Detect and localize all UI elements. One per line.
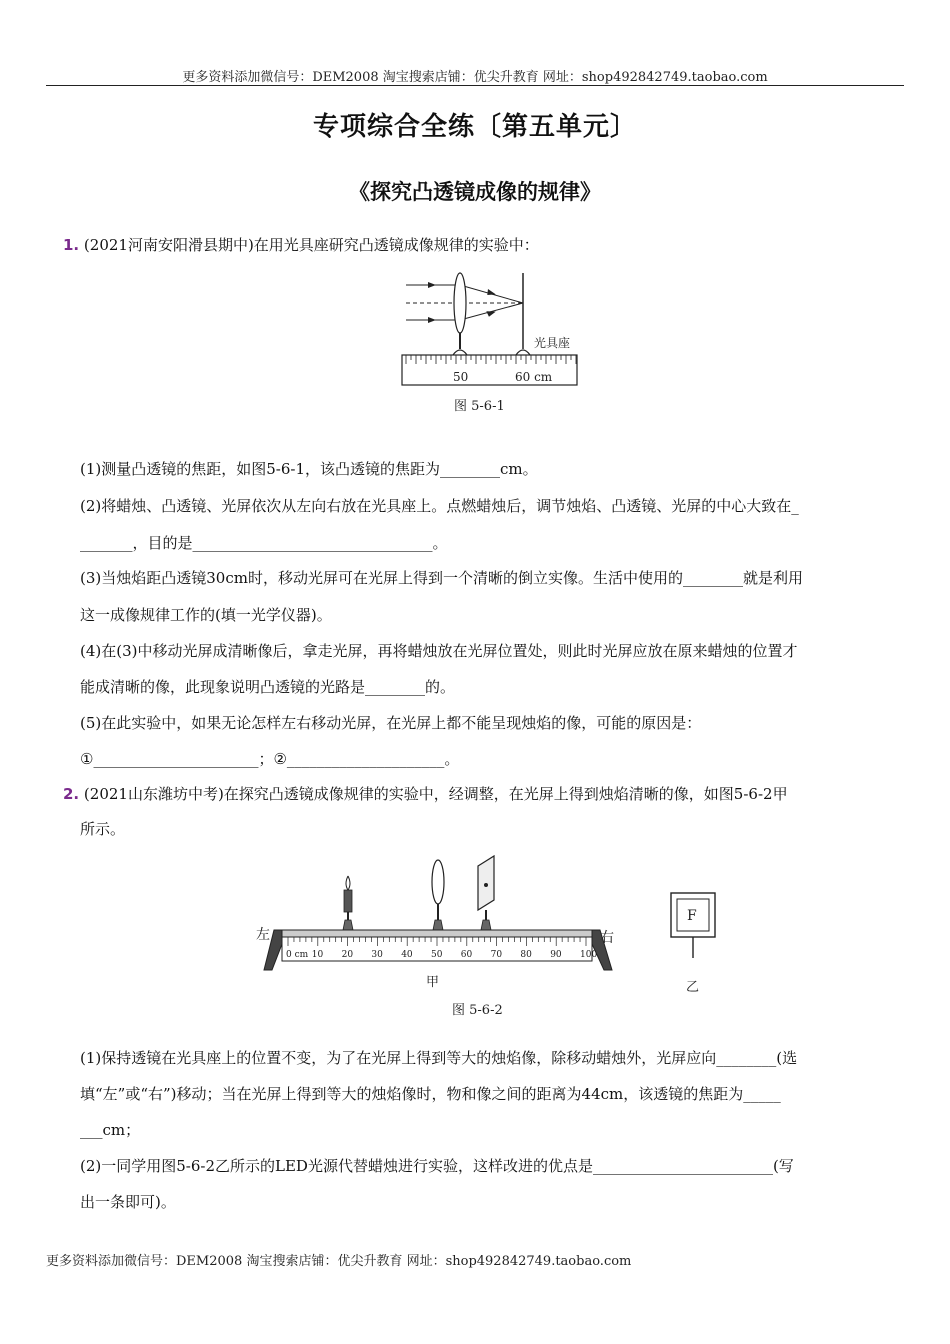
figure-caption-2: 图 5-6-2 — [452, 1003, 503, 1018]
bench-2-tick-label: 90 — [550, 950, 562, 960]
led-source — [671, 893, 715, 958]
tick-label-60: 60 cm — [515, 370, 553, 384]
bench-2-tick-label: 50 — [431, 950, 443, 960]
tick-label-50: 50 — [453, 370, 469, 384]
figure-5-6-2 — [254, 848, 724, 1018]
q2-stem-cont: 所示。 — [80, 820, 126, 838]
q1-part-1: (1)测量凸透镜的焦距，如图5-6-1，该凸透镜的焦距为________cm。 — [80, 460, 538, 478]
bench-2-tick-label: 100 — [580, 950, 598, 960]
convex-lens — [454, 273, 466, 333]
figure-caption: 图 5-6-1 — [454, 399, 505, 414]
q1-number: 1. — [63, 236, 80, 254]
bench-2-tick-label: 30 — [371, 950, 383, 960]
page-header: 更多资料添加微信号：DEM2008 淘宝搜索店铺：优尖升教育 网址：shop492842749.taobao.com — [182, 70, 768, 85]
q1-part-5-answers: ①______________________；②_____________________。 — [80, 750, 460, 768]
q2-number: 2. — [63, 785, 80, 803]
label-yi: 乙 — [686, 980, 700, 995]
page-subtitle: 《探究凸透镜成像的规律》 — [349, 180, 601, 204]
figure-5-6-1 — [392, 265, 582, 425]
q2-part-2-cont: 出一条即可)。 — [80, 1193, 176, 1211]
led-letter: F — [687, 908, 697, 924]
q2-part-1-end: ___cm； — [80, 1121, 141, 1139]
q1-part-3: (3)当烛焰距凸透镜30cm时，移动光屏可在光屏上得到一个清晰的倒立实像。生活中使用的________就是利用 — [80, 569, 803, 587]
q1-part-2-cont: _______，目的是________________________________。 — [80, 534, 448, 552]
q2-part-1-cont: 填“左”或“右”)移动；当在光屏上得到等大的烛焰像时，物和像之间的距离为44cm，该透镜的焦距为_____ — [80, 1085, 781, 1103]
candle — [343, 876, 353, 930]
page-title: 专项综合全练〔第五单元〕 — [312, 112, 637, 142]
q1-part-3-cont: 这一成像规律工作的(填一光学仪器)。 — [80, 606, 332, 624]
q1-stem-text: (2021河南安阳滑县期中)在用光具座研究凸透镜成像规律的实验中： — [83, 236, 539, 254]
bench-2-tick-label: 0 cm — [286, 950, 309, 960]
bench-2-tick-label: 10 — [311, 950, 324, 960]
bench-label: 光具座 — [534, 336, 571, 350]
q1-part-4: (4)在(3)中移动光屏成清晰像后，拿走光屏，再将蜡烛放在光屏位置处，则此时光屏应放在原来蜡烛的位置才 — [80, 642, 798, 660]
q2-stem-text: (2021山东潍坊中考)在探究凸透镜成像规律的实验中，经调整，在光屏上得到烛焰清晰的像，如图5-6-2甲 — [83, 785, 788, 803]
bench-2-tick-label: 20 — [341, 950, 354, 960]
light-screen-2 — [478, 856, 494, 930]
convex-lens-2 — [432, 860, 444, 930]
left-label: 左 — [256, 927, 270, 943]
q1-part-2: (2)将蜡烛、凸透镜、光屏依次从左向右放在光具座上。点燃蜡烛后，调节烛焰、凸透镜、光屏的中心大致在_ — [80, 497, 799, 515]
q2-part-1: (1)保持透镜在光具座上的位置不变，为了在光屏上得到等大的烛焰像，除移动蜡烛外，光屏应向________(选 — [80, 1049, 798, 1067]
right-label: 右 — [600, 930, 614, 946]
bench-2-tick-label: 40 — [401, 950, 413, 960]
optical-bench-2 — [282, 930, 592, 937]
q1-part-5: (5)在此实验中，如果无论怎样左右移动光屏，在光屏上都不能呈现烛焰的像，可能的原因是： — [80, 714, 702, 732]
page-footer: 更多资料添加微信号：DEM2008 淘宝搜索店铺：优尖升教育 网址：shop492842749.taobao.com — [46, 1254, 632, 1269]
q1-stem — [63, 230, 883, 260]
bench-2-tick-label: 80 — [520, 950, 532, 960]
q1-part-4-cont: 能成清晰的像，此现象说明凸透镜的光路是________的。 — [80, 678, 456, 696]
q2-stem — [63, 779, 883, 809]
q2-part-2: (2)一同学用图5-6-2乙所示的LED光源代替蜡烛进行实验，这样改进的优点是________________________(写 — [80, 1157, 794, 1175]
header-divider — [46, 85, 904, 86]
label-jia: 甲 — [426, 975, 440, 990]
bench-2-tick-label: 70 — [490, 950, 503, 960]
bench-2-tick-label: 60 — [460, 950, 473, 960]
